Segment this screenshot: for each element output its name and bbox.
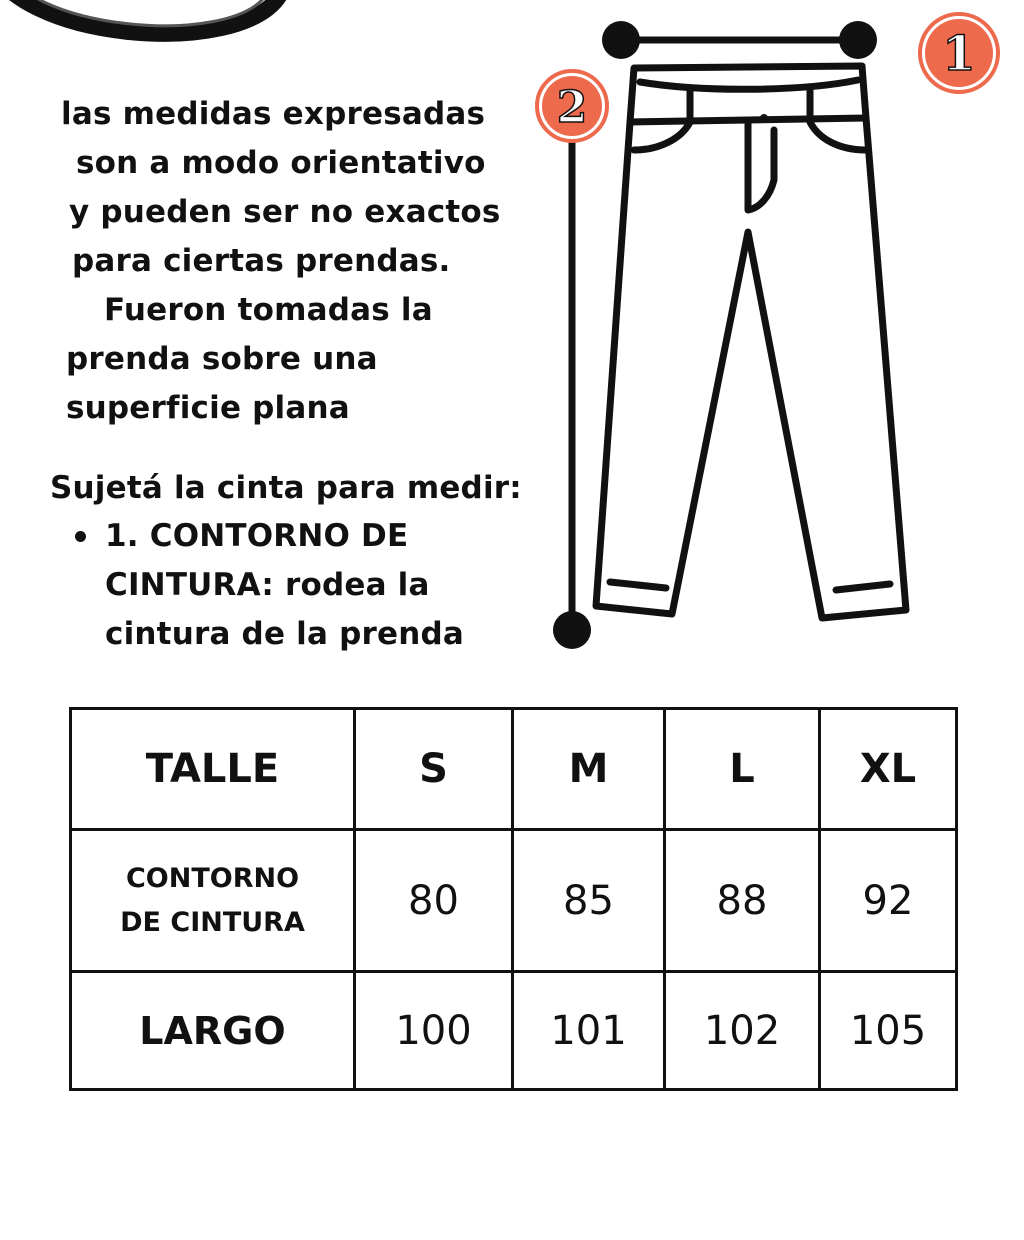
header-size-s: S — [355, 709, 513, 830]
table-cell: 101 — [513, 972, 665, 1090]
table-row — [71, 972, 957, 1090]
note-line: Fueron tomadas la — [104, 292, 433, 328]
length-measure-line — [553, 140, 591, 649]
bullet-icon — [75, 531, 86, 542]
badge-2-icon — [537, 71, 607, 141]
badge-2-number: 2 — [556, 82, 588, 133]
note-line: superficie plana — [66, 390, 350, 426]
table-cell: 80 — [355, 830, 513, 972]
table-header-row — [71, 709, 957, 830]
size-chart-table — [69, 707, 958, 1091]
row-label-line: CONTORNO — [125, 862, 300, 894]
note-line: son a modo orientativo — [76, 145, 486, 181]
instruction-line: CINTURA: rodea la — [105, 567, 430, 603]
note-line: las medidas expresadas — [61, 96, 486, 132]
badge-1-number: 1 — [942, 26, 976, 82]
instruction-line: 1. CONTORNO DE — [105, 518, 409, 554]
note-line: y pueden ser no exactos — [69, 194, 501, 230]
row-label-line: DE CINTURA — [120, 906, 305, 938]
header-size-l: L — [665, 709, 820, 830]
waist-measure-line — [602, 21, 877, 59]
row-label-length: LARGO — [71, 972, 355, 1090]
row-label-waist — [71, 830, 355, 972]
table-cell: 100 — [355, 972, 513, 1090]
instructions-heading: Sujetá la cinta para medir: — [50, 470, 522, 506]
badge-1-icon — [920, 14, 998, 92]
note-line: para ciertas prendas. — [72, 243, 451, 279]
instruction-line: cintura de la prenda — [105, 616, 464, 652]
header-talle: TALLE — [71, 709, 355, 830]
table-cell: 85 — [513, 830, 665, 972]
decorative-corner-arc — [0, 0, 300, 60]
header-size-m: M — [513, 709, 665, 830]
table-cell: 102 — [665, 972, 820, 1090]
table-cell: 88 — [665, 830, 820, 972]
header-size-xl: XL — [820, 709, 957, 830]
table-row — [71, 830, 957, 972]
table-cell: 92 — [820, 830, 957, 972]
pants-measurement-diagram — [530, 0, 1024, 680]
note-line: prenda sobre una — [66, 341, 378, 377]
pants-icon — [596, 66, 906, 618]
table-cell: 105 — [820, 972, 957, 1090]
